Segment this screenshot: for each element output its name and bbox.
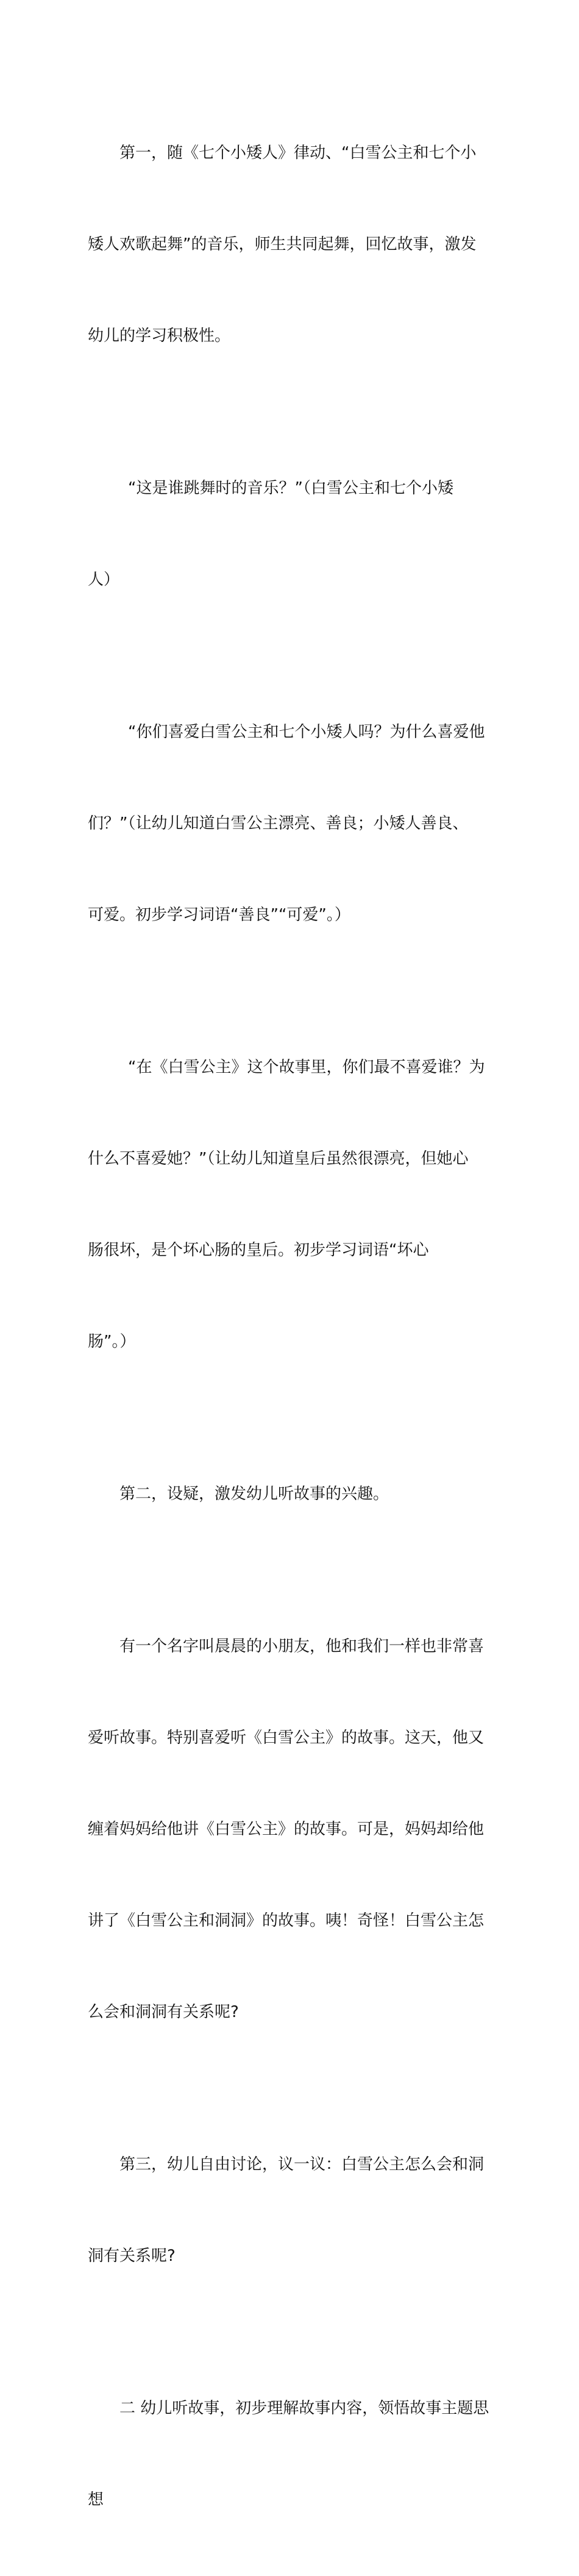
paragraph-6-line-4: 讲了《白雪公主和洞洞》的故事。咦！奇怪！白雪公主怎 (88, 1912, 485, 1930)
paragraph-3-line-3: 可爱。初步学习词语“善良”“可爱”。） (88, 906, 350, 924)
paragraph-1-line-2: 矮人欢歌起舞”的音乐，师生共同起舞，回忆故事，激发 (88, 235, 477, 254)
paragraph-2 (88, 412, 485, 656)
paragraph-2-line-1: “这是谁跳舞时的音乐？”（白雪公主和七个小矮 (128, 479, 453, 497)
paragraph-3 (88, 656, 485, 991)
paragraph-7 (88, 2088, 485, 2332)
paragraph-8-line-1: 二 幼儿听故事，初步理解故事内容，领悟故事主题思 (119, 2399, 489, 2418)
paragraph-8 (88, 2332, 489, 2576)
paragraph-6 (88, 1570, 485, 2088)
paragraph-4 (88, 991, 485, 1418)
paragraph-1-line-1: 第一，随《七个小矮人》律动、“白雪公主和七个小 (119, 144, 477, 162)
paragraph-1-line-3: 幼儿的学习积极性。 (88, 327, 231, 345)
paragraph-1 (88, 77, 485, 412)
paragraph-7-line-1: 第三，幼儿自由讨论，议一议：白雪公主怎么会和洞 (119, 2155, 485, 2174)
paragraph-3-line-2: 们？”（让幼儿知道白雪公主漂亮、善良；小矮人善良、 (88, 814, 469, 833)
paragraph-6-line-3: 缠着妈妈给他讲《白雪公主》的故事。可是，妈妈却给他 (88, 1820, 485, 1838)
paragraph-7-line-2: 洞有关系呢? (88, 2247, 176, 2265)
paragraph-6-line-2: 爱听故事。特别喜爱听《白雪公主》的故事。这天，他又 (88, 1729, 485, 1747)
paragraph-4-line-1: “在《白雪公主》这个故事里，你们最不喜爱谁？为 (128, 1058, 485, 1076)
paragraph-8-line-2: 想 (88, 2491, 104, 2509)
paragraph-3-line-1: “你们喜爱白雪公主和七个小矮人吗？为什么喜爱他 (128, 723, 485, 741)
document-body (88, 77, 489, 2576)
paragraph-4-line-2: 什么不喜爱她？”（让幼儿知道皇后虽然很漂亮，但她心 (88, 1150, 469, 1168)
paragraph-4-line-3: 肠很坏，是个坏心肠的皇后。初步学习词语“坏心 (88, 1241, 429, 1259)
paragraph-4-line-4: 肠”。） (88, 1332, 136, 1351)
paragraph-6-line-1: 有一个名字叫晨晨的小朋友，他和我们一样也非常喜 (119, 1637, 485, 1656)
paragraph-6-line-5: 么会和洞洞有关系呢? (88, 2003, 239, 2021)
paragraph-5 (88, 1418, 485, 1570)
paragraph-5-line-1: 第二，设疑，激发幼儿听故事的兴趣。 (119, 1485, 389, 1503)
paragraph-2-line-2: 人） (88, 571, 120, 589)
